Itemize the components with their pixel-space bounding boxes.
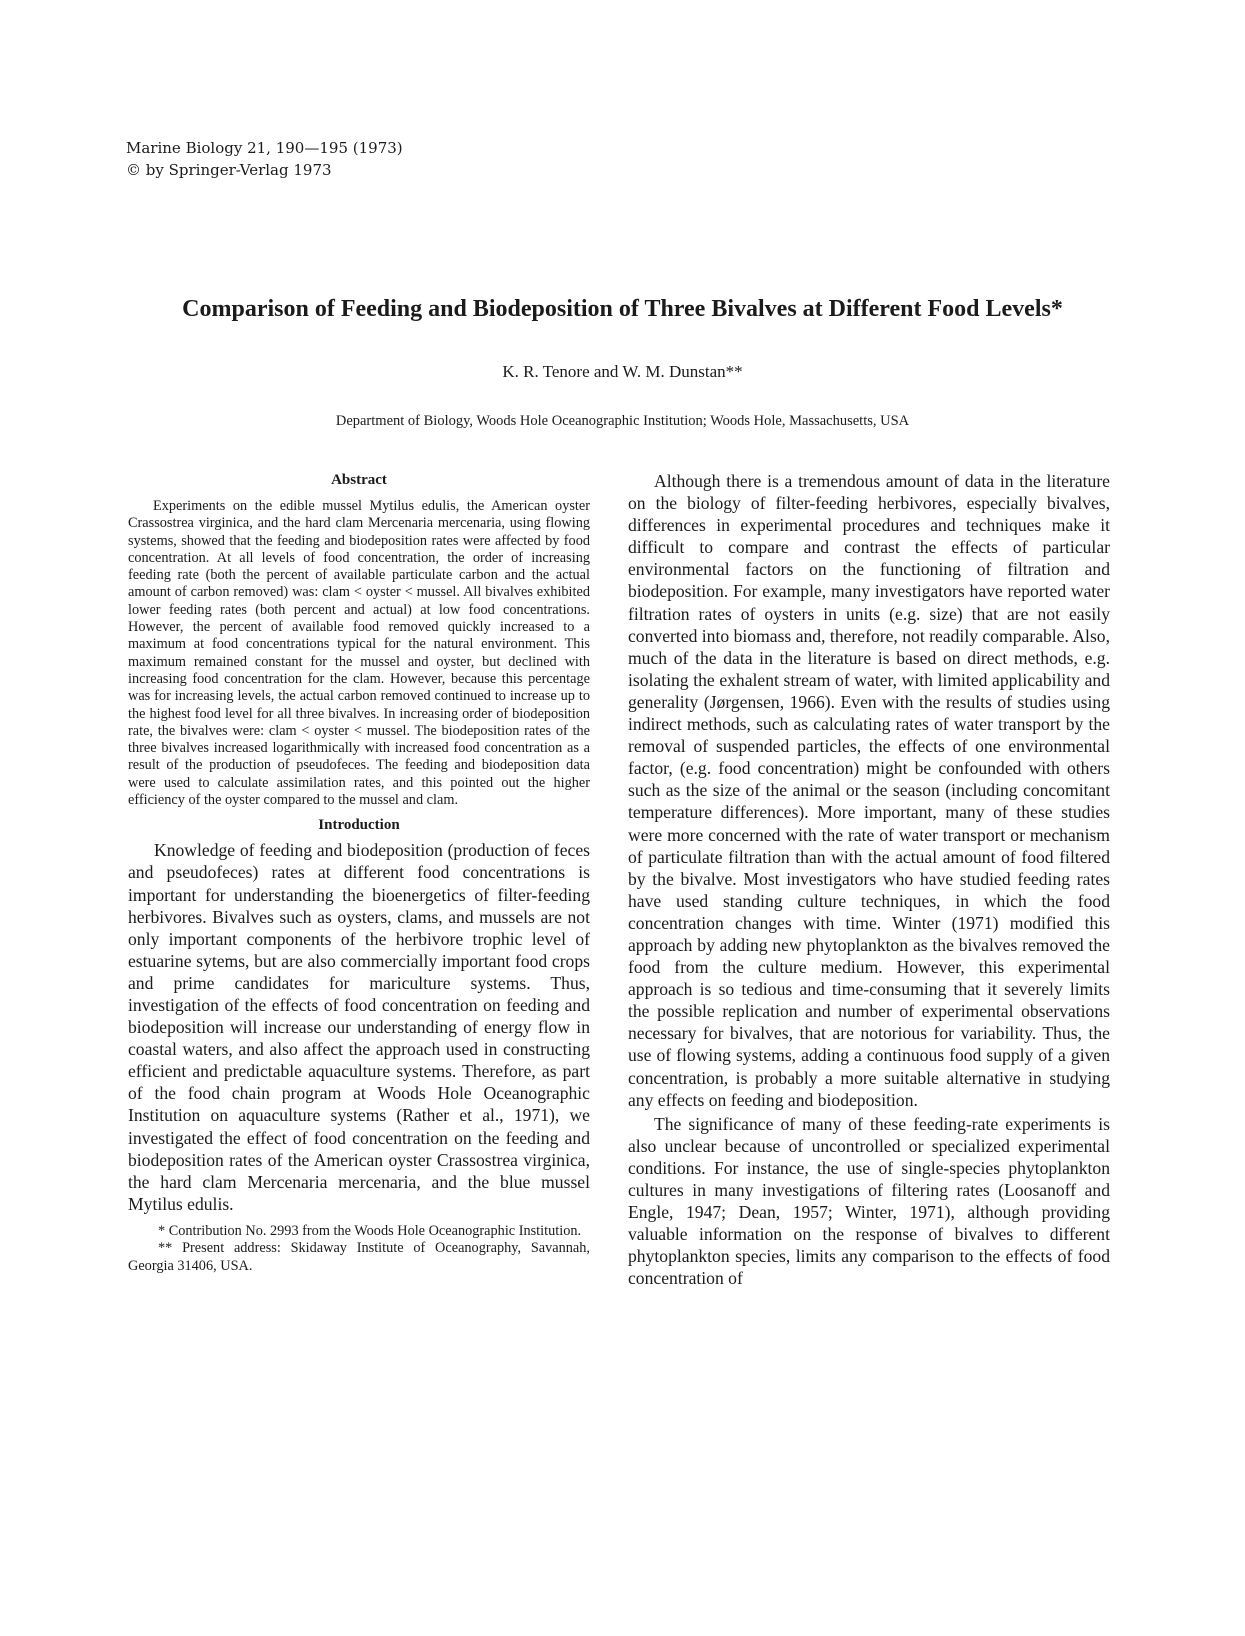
introduction-paragraph-2: Although there is a tremendous amount of data in the literature on the biology of filter-feeding herbivores, especially bivalves, differences in experimental procedures and techniques make it difficult to compare and contrast the effects of particular environmental factors on the functioning of filtration and biodeposition. For example, many investigators have reported water filtration rates of oysters in units (e.g. size) that are not easily converted into biomass and, therefore, not readily comparable. Also, much of the data in the literature is based on direct methods, e.g. isolating the exhalent stream of water, with limited applicability and generality (Jørgensen, 1966). Even with the results of studies using indirect methods, such as calculating rates of water transport by the removal of suspended particles, the effects of one environmental factor, (e.g. food concentration) might be confounded with others such as the size of the animal or the season (including concomitant temperature differences). More important, many of these studies were more concerned with the rate of water transport or mechanism of particulate filtration than with the actual amount of food filtered by the bivalve. Most investigators who have studied feeding rates have used standing culture techniques, in which the food concentration changes with time. Winter (1971) modified this approach by adding new phytoplankton as the bivalves removed the food from the culture medium. However, this experimental approach is so tedious and time-consuming that it severely limits the possible replication and number of experimental observations necessary for bivalves, that are notorious for variability. Thus, the use of flowing systems, adding a continuous food supply of a given concentration, is probably a more suitable alternative in studying any effects on feeding and biodeposition. — [628, 471, 1110, 1110]
authors: K. R. Tenore and W. M. Dunstan** — [502, 362, 743, 381]
footnotes — [128, 1223, 590, 1275]
introduction-paragraph-1: Knowledge of feeding and biodeposition (production of feces and pseudofeces) rates at different food concentrations is important for understanding the bioenergetics of filter-feeding herbivores. Bivalves such as oysters, clams, and mussels are not only important components of the herbivore trophic level of estuarine sytems, but are also commercially important food crops and prime candidates for mariculture systems. Thus, investigation of the effects of food concentration on feeding and biodeposition will increase our understanding of energy flow in coastal waters, and also affect the approach used in constructing efficient and predictable aquaculture systems. Therefore, as part of the food chain program at Woods Hole Oceanographic Institution on aquaculture systems (Rather et al., 1971), we investigated the effect of food concentration on the feeding and biodeposition rates of the American oyster Crassostrea virginica, the hard clam Mercenaria mercenaria, and the blue mussel Mytilus edulis. — [128, 840, 590, 1214]
footnote-present-address: ** Present address: Skidaway Institute of Oceanography, Savannah, Georgia 31406, USA. — [128, 1240, 590, 1274]
affiliation: Department of Biology, Woods Hole Oceanographic Institution; Woods Hole, Massachusetts, USA — [335, 413, 910, 429]
left-column — [128, 470, 590, 1275]
footnote-contribution: * Contribution No. 2993 from the Woods Hole Oceanographic Institution. — [158, 1222, 582, 1239]
paper-title: Comparison of Feeding and Biodeposition of Three Bivalves at Different Food Levels* — [182, 296, 1063, 322]
journal-reference: Marine Biology 21, 190—195 (1973) — [126, 139, 403, 157]
abstract-text: Experiments on the edible mussel Mytilus edulis, the American oyster Crassostrea virginica, and the hard clam Mercenaria mercenaria, using flowing systems, showed that the feeding and biodeposition rates were affected by food concentration. At all levels of food concentration, the order of increasing feeding rate (both the percent of available particulate carbon and the actual amount of carbon removed) was: clam < oyster < mussel. All bivalves exhibited lower feeding rates (both percent and actual) at low food concentrations. However, the percent of available food removed quickly increased to a maximum at food concentrations typical for the natural environment. This maximum remained constant for the mussel and oyster, but declined with increasing food concentration for the clam. However, because this percentage was for increasing levels, the actual carbon removed continued to increase up to the highest food level for all three bivalves. In increasing order of biodeposition rate, the bivalves were: clam < oyster < mussel. The biodeposition rates of the three bivalves increased logarithmically with increased food concentration as a result of the production of pseudofeces. The feeding and biodeposition data were used to calculate assimilation rates, and this pointed out the higher efficiency of the oyster compared to the mussel and clam. — [128, 498, 590, 809]
introduction-heading: Introduction — [318, 817, 400, 834]
introduction-paragraph-3: The significance of many of these feeding-rate experiments is also unclear because of uncontrolled or specialized experimental conditions. For instance, the use of single-species phytoplankton cultures in many investigations of filtering rates (Loosanoff and Engle, 1947; Dean, 1957; Winter, 1971), although providing valuable information on the response of bivalves to different phytoplankton species, limits any comparison to the effects of food concentration of — [628, 1113, 1110, 1289]
copyright-notice: © by Springer-Verlag 1973 — [126, 161, 332, 179]
right-column — [628, 470, 1110, 1289]
abstract-heading: Abstract — [331, 472, 387, 488]
